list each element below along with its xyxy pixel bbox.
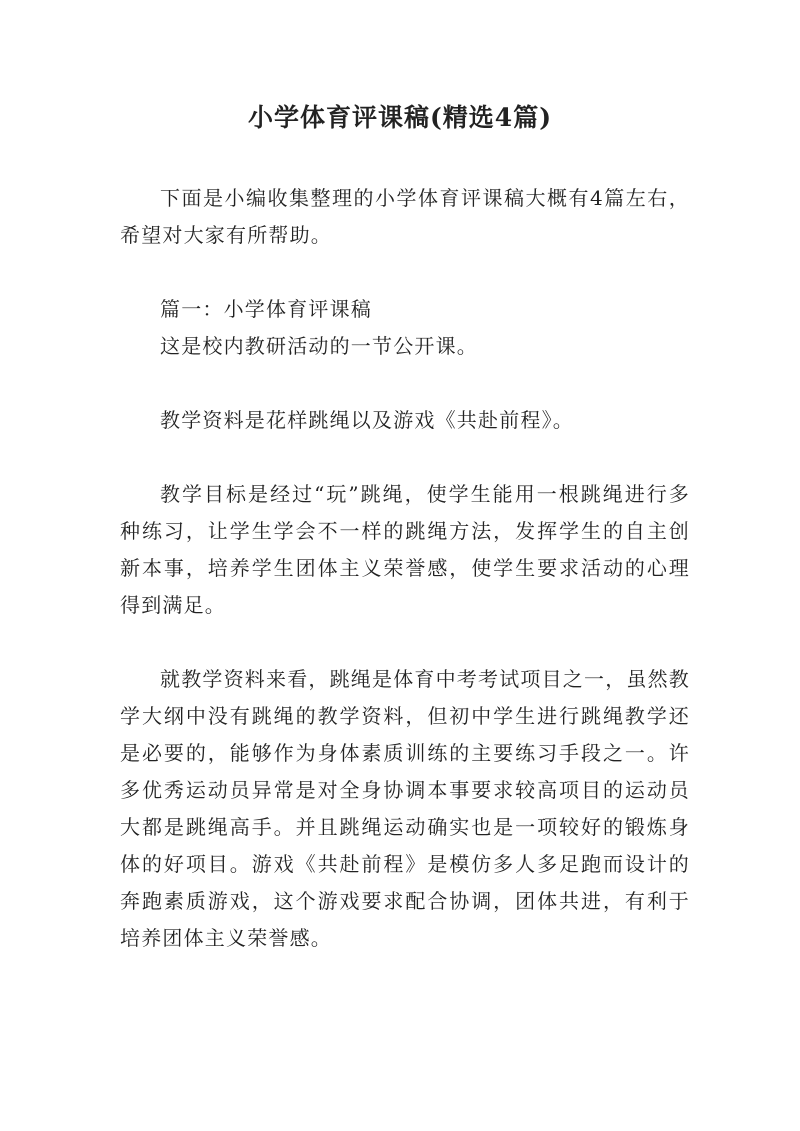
section-heading: 篇一：小学体育评课稿 <box>160 297 372 321</box>
document-title: 小学体育评课稿(精选4篇) <box>247 103 553 132</box>
paragraph-spacer <box>120 254 690 291</box>
paragraph-2: 教学资料是花样跳绳以及游戏《共赴前程》。 <box>160 408 574 432</box>
paragraph-1: 这是校内教研活动的一节公开课。 <box>160 334 478 358</box>
document-body <box>120 180 690 957</box>
paragraph-4: 就教学资料来看，跳绳是体育中考考试项目之一，虽然教学大纲中没有跳绳的教学资料，但初中学生进行跳绳教学还是必要的，能够作为身体素质训练的主要练习手段之一。许多优秀运动员异常是对全身协调本事要求较高项目的运动员大都是跳绳高手。并且跳绳运动确实也是一项较好的锻炼身体的好项目。游戏《共赴前程》是模仿多人多足跑而设计的奔跑素质游戏，这个游戏要求配合协调，团体共进，有利于培养团体主义荣誉感。 <box>120 667 690 950</box>
paragraph-spacer <box>120 439 690 476</box>
paragraph-3: 教学目标是经过“玩”跳绳，使学生能用一根跳绳进行多种练习，让学生学会不一样的跳绳方法，发挥学生的自主创新本事，培养学生团体主义荣誉感，使学生要求活动的心理得到满足。 <box>120 482 690 617</box>
paragraph-spacer <box>120 365 690 402</box>
intro-paragraph: 下面是小编收集整理的小学体育评课稿大概有4篇左右，希望对大家有所帮助。 <box>120 186 690 247</box>
paragraph-spacer <box>120 624 690 661</box>
